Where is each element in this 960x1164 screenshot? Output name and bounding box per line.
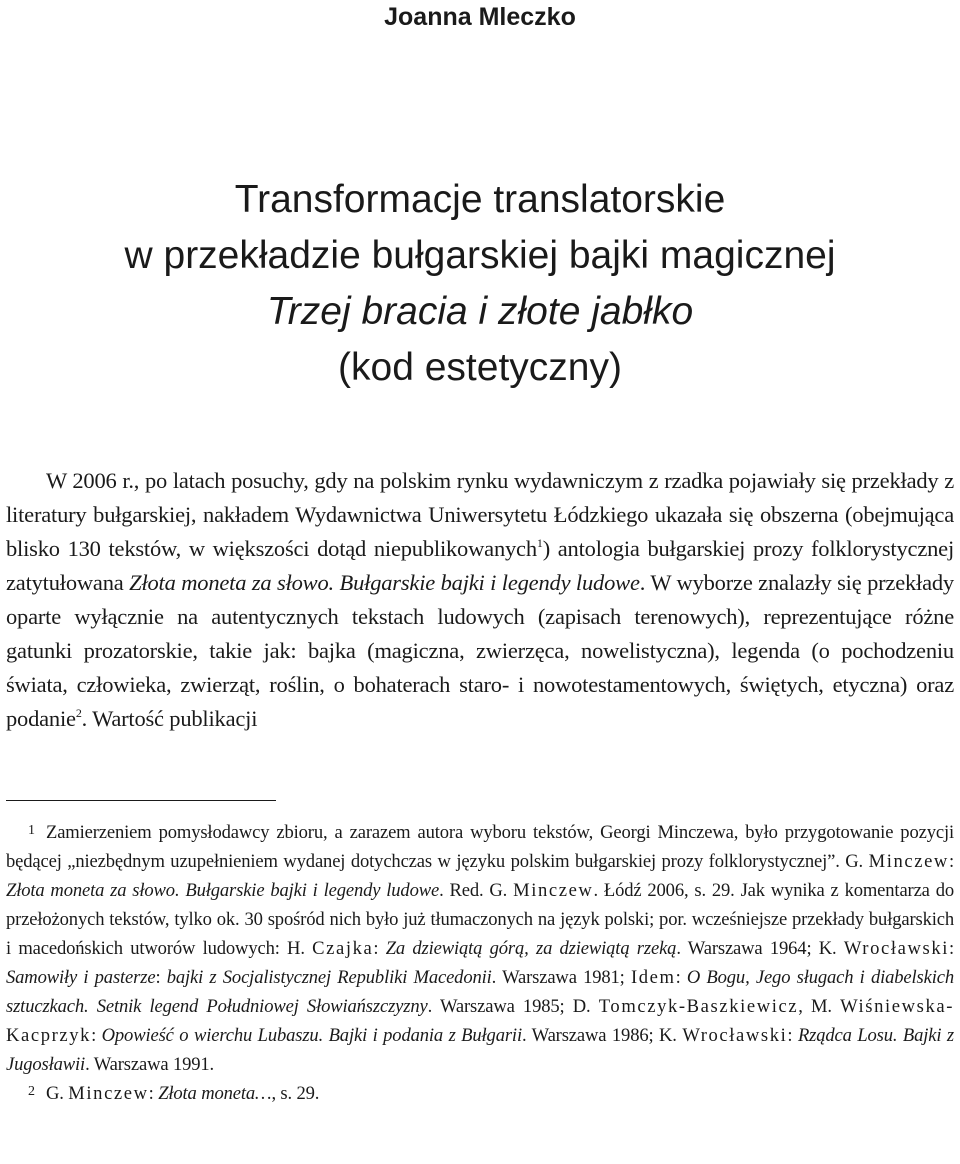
footnote-1: 1 Zamierzeniem pomysłodawcy zbioru, a zarazem autora wyboru tekstów, Georgi Minczewa, było przygotowanie pozycji będącej „niezbędnym uzupełnieniem wydanej dotychczas w języku polskim bułgarskiej prozy folklorystycznej”. G. Minczew: Złota moneta za słowo. Bułgarskie bajki i legendy ludowe. Red. G. Minczew. Łódź 2006, s. 29. Jak wynika z komentarza do przełożonych tekstów, tylko ok. 30 spośród nich było już tłumaczonych na język polski; por. wcześniejsze przekłady bułgarskich i macedońskich utworów ludowych: H. Czajka: Za dziewiątą górą, za dziewiątą rzeką. Warszawa 1964; K. Wrocławski: Samowiły i pasterze: bajki z Socjalistycznej Republiki Macedonii. Warszawa 1981; Idem: O Bogu, Jego sługach i diabelskich sztuczkach. Setnik legend Południowej Słowiańszczyzny. Warszawa 1985; D. Tomczyk-Baszkiewicz, M. Wiśniewska-Kacprzyk: Opowieść o wierchu Lubaszu. Bajki i podania z Bułgarii. Warszawa 1986; K. Wrocławski: Rządca Losu. Bajki z Jugosławii. Warszawa 1991. — [6, 822, 955, 1075]
footnotes — [6, 818, 954, 1108]
title-line-3: Trzej bracia i złote jabłko — [266, 290, 694, 333]
footnote-ref-1: 1 — [536, 536, 543, 550]
body-paragraph: W 2006 r., po latach posuchy, gdy na polskim rynku wydawniczym z rzadka pojawiały się przekłady z literatury bułgarskiej, nakładem Wydawnictwa Uniwersytetu Łódzkiego ukazała się obszerna (obejmująca blisko 130 tekstów, w większości dotąd niepublikowanych$^1$) antologia bułgarskiej prozy folklorystycznej zatytułowana Złota moneta za słowo. Bułgarskie bajki i legendy ludowe. W wyborze znalazły się przekłady oparte wyłącznie na autentycznych tekstach ludowych (zapisach terenowych), reprezentujące różne gatunki prozatorskie, takie jak: bajka (magiczna, zwierzęca, nowelistyczna), legenda (o pochodzeniu świata, człowieka, zwierząt, roślin, o bohaterach staro- i nowotestamentowych, świętych, etyczna) oraz podanie$^2$. Wartość publikacji — [6, 468, 954, 731]
footnote-2: 2 G. Minczew: Złota moneta…, s. 29. — [28, 1083, 320, 1104]
book-title: Złota moneta za słowo. Bułgarskie bajki i legendy ludowe — [129, 570, 640, 595]
title-line-2: w przekładzie bułgarskiej bajki magicznej — [124, 234, 836, 277]
author-name: Joanna Mleczko — [384, 3, 576, 31]
title-line-4: (kod estetyczny) — [338, 346, 622, 389]
footnote-ref-2: 2 — [75, 706, 82, 720]
footnote-divider — [6, 800, 276, 801]
article-title — [0, 172, 960, 396]
title-line-1: Transformacje translatorskie — [234, 178, 726, 221]
